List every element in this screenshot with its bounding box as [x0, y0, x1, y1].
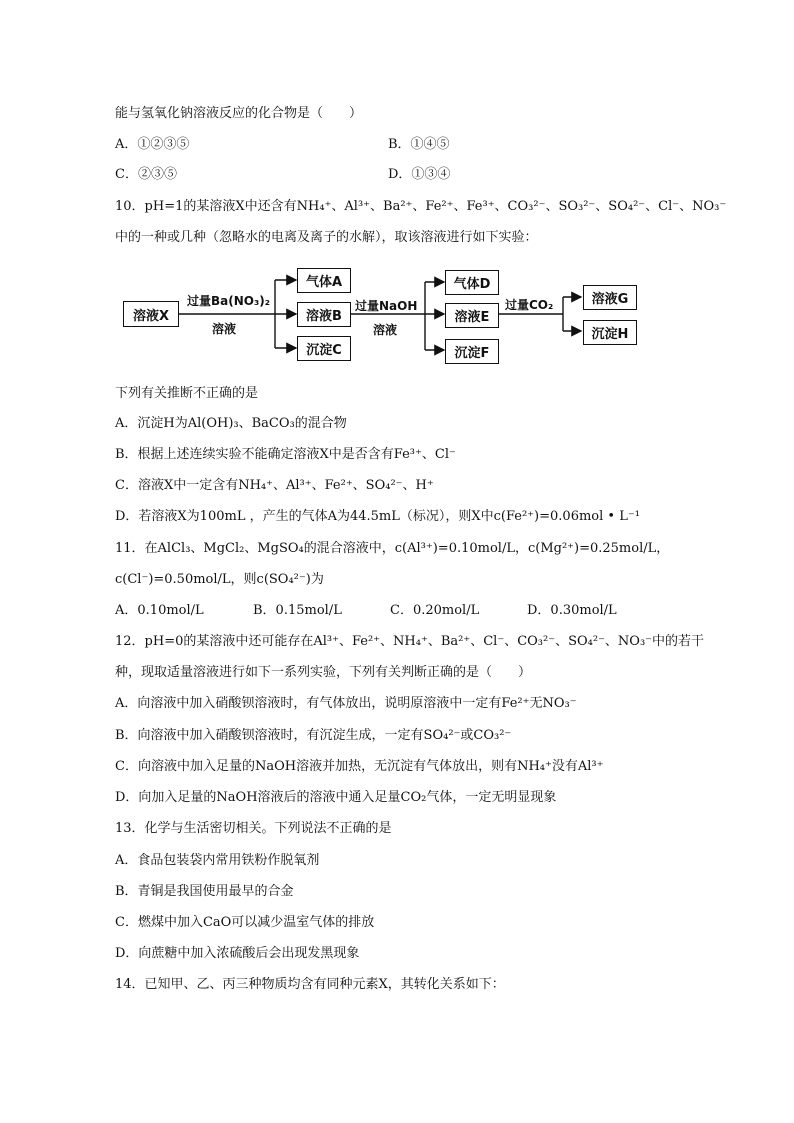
- box-solution-g: 溶液G: [583, 285, 637, 310]
- flowchart-arrows: [115, 270, 645, 370]
- q12-option-b: B．向溶液中加入硝酸钡溶液时，有沉淀生成，一定有SO₄²⁻或CO₃²⁻: [115, 728, 512, 743]
- q9-option-c: C．②③⑤: [115, 167, 177, 182]
- q10-option-a: A．沉淀H为Al(OH)₃、BaCO₃的混合物: [115, 416, 347, 431]
- q11-option-d: D．0.30mol/L: [527, 603, 617, 618]
- q13-option-a: A．食品包装袋内常用铁粉作脱氧剂: [115, 853, 320, 868]
- q9-option-a: A．①②③⑤: [115, 137, 190, 152]
- q10-flowchart: [115, 270, 645, 370]
- box-solution-b: 溶液B: [297, 302, 351, 327]
- q9-stem: 能与氢氧化钠溶液反应的化合物是（ ）: [115, 106, 363, 121]
- label-reagent1-bottom: 溶液: [212, 322, 237, 336]
- box-gas-d: 气体D: [445, 270, 499, 295]
- q13-stem: 13．化学与生活密切相关。下列说法不正确的是: [115, 821, 392, 836]
- box-gas-a: 气体A: [297, 268, 351, 293]
- label-reagent2-top: 过量NaOH: [355, 299, 418, 313]
- q10-option-c: C．溶液X中一定含有NH₄⁺、Al³⁺、Fe²⁺、SO₄²⁻、H⁺: [115, 478, 434, 493]
- q13-option-c: C．燃煤中加入CaO可以减少温室气体的排放: [115, 915, 375, 930]
- box-precipitate-f: 沉淀F: [445, 339, 499, 364]
- box-solution-e: 溶液E: [445, 303, 499, 328]
- q11-stem-line1: 11．在AlCl₃、MgCl₂、MgSO₄的混合溶液中，c(Al³⁺)=0.10mol/L，c(Mg²⁺)=0.25mol/L，: [115, 541, 670, 556]
- q13-option-d: D．向蔗糖中加入浓硫酸后会出现发黑现象: [115, 946, 360, 961]
- box-solution-x: 溶液X: [123, 301, 179, 327]
- q12-option-a: A．向溶液中加入硝酸钡溶液时，有气体放出，说明原溶液中一定有Fe²⁺无NO₃⁻: [115, 696, 577, 711]
- q11-option-a: A．0.10mol/L: [115, 603, 204, 618]
- q10-stem-line1: 10．pH=1的某溶液X中还含有NH₄⁺、Al³⁺、Ba²⁺、Fe²⁺、Fe³⁺、CO₃²⁻、SO₃²⁻、SO₄²⁻、Cl⁻、NO₃⁻: [115, 199, 727, 214]
- q10-option-d: D．若溶液X为100mL ，产生的气体A为44.5mL（标况），则X中c(Fe²⁺)=0.06mol • L⁻¹: [115, 509, 640, 524]
- q13-option-b: B．青铜是我国使用最早的合金: [115, 884, 294, 899]
- q12-stem-line2: 种，现取适量溶液进行如下一系列实验，下列有关判断正确的是（ ）: [115, 665, 532, 680]
- q14-stem: 14．已知甲、乙、丙三种物质均含有同种元素X，其转化关系如下：: [115, 977, 505, 992]
- q11-option-c: C．0.20mol/L: [390, 603, 480, 618]
- q11-option-b: B．0.15mol/L: [253, 603, 342, 618]
- label-reagent1-top: 过量Ba(NO₃)₂: [187, 294, 270, 308]
- box-precipitate-h: 沉淀H: [583, 320, 637, 345]
- box-precipitate-c: 沉淀C: [297, 336, 351, 361]
- q10-option-b: B．根据上述连续实验不能确定溶液X中是否含有Fe³⁺、Cl⁻: [115, 447, 456, 462]
- label-reagent3: 过量CO₂: [505, 298, 554, 312]
- label-reagent2-bottom: 溶液: [373, 323, 398, 337]
- q10-question: 下列有关推断不正确的是: [115, 386, 259, 401]
- q9-option-b: B．①④⑤: [388, 137, 450, 152]
- q12-option-d: D．向加入足量的NaOH溶液后的溶液中通入足量CO₂气体，一定无明显现象: [115, 790, 557, 805]
- q11-stem-line2: c(Cl⁻)=0.50mol/L，则c(SO₄²⁻)为: [115, 572, 324, 587]
- q12-option-c: C．向溶液中加入足量的NaOH溶液并加热，无沉淀有气体放出，则有NH₄⁺没有Al³⁺: [115, 759, 604, 774]
- q9-option-d: D．①③④: [388, 167, 451, 182]
- q10-stem-line2: 中的一种或几种（忽略水的电离及离子的水解），取该溶液进行如下实验：: [115, 230, 538, 245]
- q12-stem-line1: 12．pH=0的某溶液中还可能存在Al³⁺、Fe²⁺、NH₄⁺、Ba²⁺、Cl⁻、CO₃²⁻、SO₄²⁻、NO₃⁻中的若干: [115, 634, 705, 649]
